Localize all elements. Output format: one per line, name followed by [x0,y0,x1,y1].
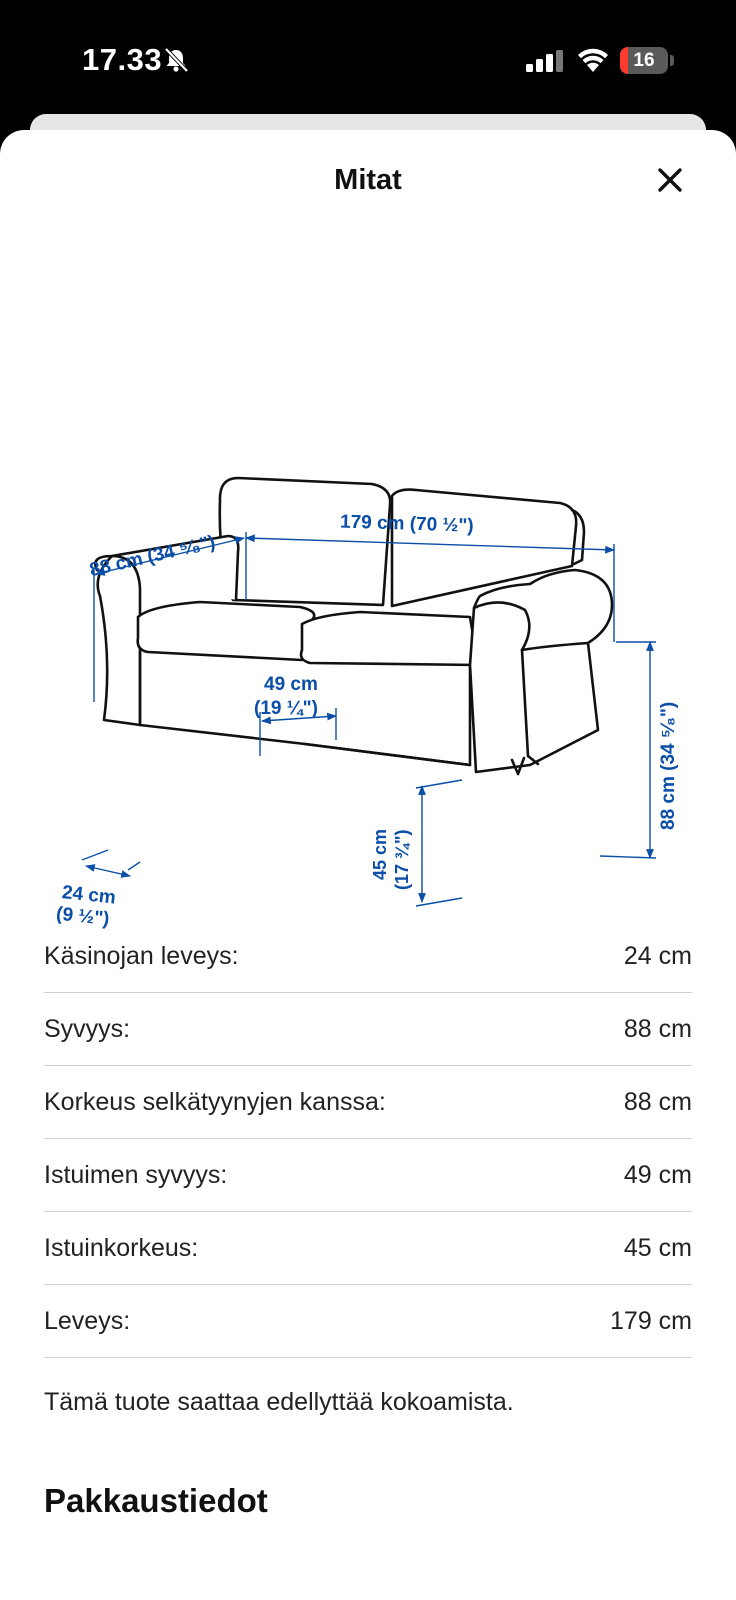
wifi-icon [576,46,610,72]
dimension-row-height [44,1066,692,1139]
dimension-label: Korkeus selkätyynyjen kanssa: [44,1087,386,1116]
dimensions-sheet [0,130,736,1600]
dimension-row-armrest-width [44,920,692,993]
depth-label: 88 cm (34 ⁵⁄₈") [87,531,218,582]
dimensions-list [44,920,692,1358]
armrest-label-line1: 24 cm [61,882,117,909]
dimension-value: 24 cm [623,941,692,970]
width-label: 179 cm (70 ½") [339,511,474,537]
battery-icon [620,47,668,74]
armrest-label-line2: (9 ½") [55,903,111,930]
dimension-label: Istuimen syvyys: [44,1160,228,1189]
dimension-value: 88 cm [623,1014,692,1043]
bell-slash-icon [162,46,190,74]
status-time: 17.33 [82,42,163,77]
dimension-label: Leveys: [44,1306,131,1335]
height-label: 88 cm (34 ⁵⁄₈") [658,701,679,830]
packaging-section-title: Pakkaustiedot [44,1482,268,1519]
sofa-dimension-diagram [0,360,736,960]
dimension-row-depth [44,993,692,1066]
dimension-value: 45 cm [623,1233,692,1262]
battery-tip [670,55,674,66]
status-bar [0,0,736,118]
close-icon [657,167,683,193]
signal-icon [526,50,564,72]
sheet-title: Mitat [334,164,402,196]
dimension-value: 88 cm [623,1087,692,1116]
seat-height-label-line2: (17 ¾") [392,829,412,890]
dimension-value: 179 cm [610,1306,692,1335]
dimension-label: Istuinkorkeus: [44,1233,199,1262]
armrest-dimension-line [86,866,130,876]
dimension-row-seat-height [44,1212,692,1285]
battery-level: 16 [633,50,655,71]
assembly-note: Tämä tuote saattaa edellyttää kokoamista. [44,1388,514,1416]
dimension-label: Syvyys: [44,1014,131,1043]
seat-depth-label-line2: (19 ¼") [254,698,318,719]
close-button[interactable] [650,160,690,200]
dimension-row-seat-depth [44,1139,692,1212]
dimension-row-width [44,1285,692,1358]
seat-height-label-line1: 45 cm [370,828,390,880]
dimension-value: 49 cm [623,1160,692,1189]
dimension-label: Käsinojan leveys: [44,941,239,970]
seat-depth-label-line1: 49 cm [264,674,318,695]
